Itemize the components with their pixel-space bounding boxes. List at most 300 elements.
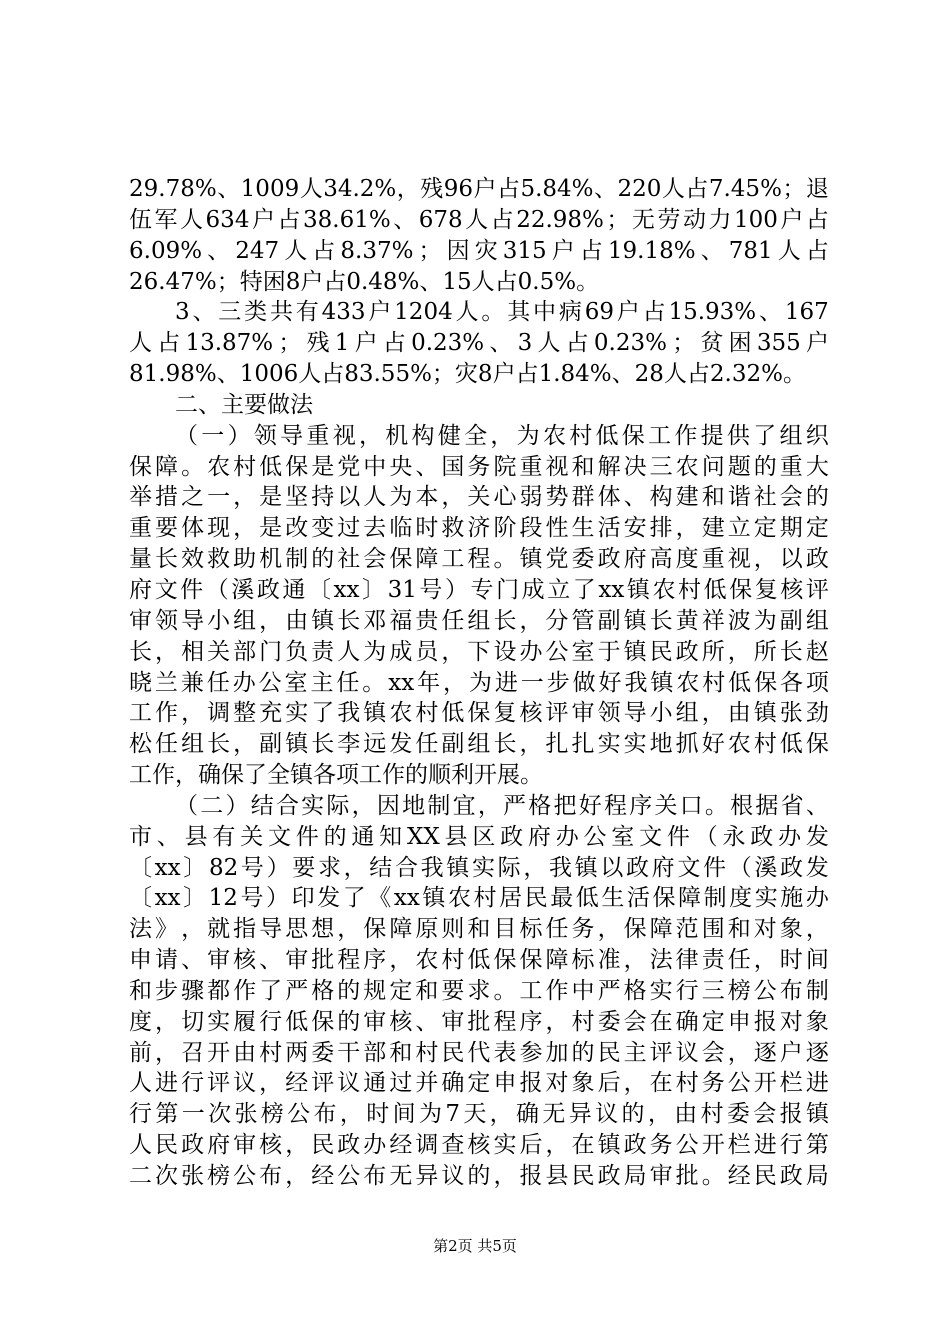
line-glyph: 审: [207, 947, 231, 974]
line-glyph: ，: [623, 947, 647, 974]
line-glyph: 有: [212, 823, 236, 850]
line-glyph: 公: [545, 638, 569, 665]
line-glyph: 委: [726, 1101, 750, 1128]
line-glyph: 大: [805, 453, 829, 480]
line-glyph: ）: [266, 885, 290, 912]
line-glyph: 占: [642, 299, 666, 326]
line-glyph: 人: [363, 484, 387, 511]
line-glyph: （: [205, 576, 229, 603]
line-glyph: 占: [157, 330, 181, 357]
line-glyph: 315: [502, 237, 547, 264]
line-glyph: 审: [129, 607, 152, 634]
line-glyph: 人: [455, 299, 479, 326]
text-line: [129, 267, 829, 298]
line-glyph: 门: [259, 638, 283, 665]
line-glyph: 占: [496, 176, 520, 202]
line-glyph: 农: [675, 453, 699, 480]
line-glyph: 镇: [623, 638, 647, 665]
line-glyph: ，: [233, 484, 257, 511]
line-glyph: ，: [358, 422, 382, 449]
line-glyph: ；: [418, 237, 442, 264]
line-glyph: 低: [575, 885, 599, 912]
line-glyph: 、: [259, 947, 283, 974]
line-glyph: 干: [337, 1039, 361, 1066]
line-glyph: 的: [337, 977, 361, 1004]
line-glyph: 副: [441, 731, 465, 758]
line-glyph: 户: [354, 330, 378, 357]
line-glyph: 审: [441, 1008, 465, 1035]
line-glyph: 委: [571, 546, 595, 573]
line-glyph: 工: [648, 422, 672, 449]
line-glyph: 村: [702, 669, 726, 696]
line-glyph: 省: [780, 792, 804, 819]
line-glyph: 口: [679, 792, 703, 819]
line-glyph: 重: [306, 422, 330, 449]
line-glyph: 7: [445, 1101, 460, 1128]
line-glyph: 保: [652, 885, 676, 912]
line-glyph: 报: [779, 1101, 803, 1128]
line-glyph: 重: [129, 515, 152, 542]
line-glyph: 领: [253, 422, 277, 449]
line-glyph: 确: [675, 1008, 699, 1035]
line-glyph: 实: [754, 885, 778, 912]
line-glyph: 度: [129, 1008, 152, 1035]
line-glyph: 镇: [446, 854, 470, 881]
line-glyph: 榜: [207, 1163, 231, 1189]
line-glyph: 在: [649, 1070, 673, 1097]
line-glyph: 行: [129, 1101, 152, 1128]
line-glyph: xx: [598, 576, 625, 603]
line-glyph: 有: [295, 299, 319, 326]
line-glyph: 充: [259, 700, 283, 727]
line-glyph: 农: [652, 576, 676, 603]
line-glyph: 。: [481, 299, 505, 326]
line-glyph: ，: [519, 607, 543, 634]
line-glyph: （: [694, 823, 718, 850]
line-glyph: 心: [493, 484, 517, 511]
line-glyph: 栏: [779, 1070, 803, 1097]
line-glyph: 二: [200, 792, 224, 819]
line-glyph: 保: [467, 700, 491, 727]
line-glyph: 务: [467, 453, 491, 480]
line-glyph: 劳: [657, 206, 681, 233]
line-glyph: 人: [537, 330, 561, 357]
line-glyph: 任: [441, 607, 465, 634]
line-glyph: 组: [181, 731, 205, 758]
line-glyph: 为: [516, 422, 540, 449]
line-glyph: 报: [519, 1070, 543, 1097]
line-glyph: 长: [155, 546, 179, 573]
line-glyph: 立: [547, 576, 571, 603]
line-glyph: 镇: [363, 700, 387, 727]
line-glyph: 邓: [363, 607, 387, 634]
line-glyph: 核: [780, 576, 804, 603]
line-glyph: 定: [701, 1008, 725, 1035]
line-glyph: 序: [629, 792, 653, 819]
line-glyph: 村: [569, 422, 593, 449]
line-glyph: 人: [129, 1132, 152, 1159]
line-glyph: 务: [649, 1132, 673, 1159]
line-glyph: 政: [500, 823, 524, 850]
line-glyph: 。: [701, 1163, 725, 1189]
line-glyph: 生: [601, 885, 625, 912]
line-glyph: 镇: [285, 731, 309, 758]
line-glyph: 民: [597, 1039, 621, 1066]
line-glyph: 农: [389, 700, 413, 727]
line-glyph: 做: [572, 669, 596, 696]
line-glyph: 都: [207, 977, 231, 1004]
line-glyph: 1204: [394, 299, 453, 326]
text-line: [129, 853, 829, 884]
line-glyph: 县: [184, 823, 208, 850]
line-glyph: 文: [639, 823, 663, 850]
line-glyph: 所: [753, 638, 777, 665]
line-glyph: 议: [441, 1163, 465, 1189]
line-glyph: 谐: [727, 484, 751, 511]
line-glyph: 占: [312, 237, 336, 264]
line-glyph: 加: [545, 1039, 569, 1066]
line-glyph: 批: [675, 1163, 699, 1189]
line-glyph: 一: [201, 422, 225, 449]
line-glyph: 障: [415, 546, 439, 573]
line-glyph: 兼: [180, 669, 204, 696]
line-glyph: 发: [805, 823, 829, 850]
line-glyph: 党: [545, 546, 569, 573]
line-glyph: 中: [571, 977, 595, 1004]
line-glyph: 和: [389, 1039, 413, 1066]
line-glyph: 病: [558, 299, 582, 326]
line-glyph: 以: [337, 484, 361, 511]
line-glyph: ；: [782, 176, 806, 202]
line-glyph: 〔: [307, 576, 331, 603]
line-glyph: 本: [415, 484, 439, 511]
text-line: [129, 482, 829, 513]
line-glyph: 办: [805, 885, 829, 912]
line-glyph: 开: [207, 1039, 231, 1066]
line-glyph: 保: [363, 916, 387, 943]
line-glyph: 低: [779, 731, 803, 758]
line-glyph: 救: [441, 515, 465, 542]
line-glyph: 政: [750, 823, 774, 850]
line-glyph: 以: [600, 854, 624, 881]
line-glyph: 、: [393, 206, 417, 233]
line-glyph: 合: [275, 792, 299, 819]
line-glyph: 象: [571, 1070, 595, 1097]
line-glyph: 求: [467, 977, 491, 1004]
line-glyph: 动: [682, 206, 706, 233]
line-glyph: 宜: [452, 792, 476, 819]
line-glyph: 民: [649, 638, 673, 665]
line-glyph: 安: [623, 515, 647, 542]
line-glyph: 38.61%: [303, 206, 391, 233]
line-glyph: 导: [181, 607, 205, 634]
line-glyph: 批: [311, 947, 335, 974]
line-glyph: 最: [550, 885, 574, 912]
line-glyph: ，: [753, 546, 777, 573]
line-glyph: ，: [647, 1101, 671, 1128]
line-glyph: 成: [389, 638, 413, 665]
line-glyph: 了: [572, 576, 596, 603]
line-glyph: 民: [311, 1132, 335, 1159]
line-glyph: 劲: [805, 700, 829, 727]
line-glyph: 占: [805, 237, 829, 264]
line-glyph: 溪: [754, 854, 778, 881]
line-glyph: 的: [323, 823, 347, 850]
text-line: [129, 328, 829, 359]
line-glyph: 贫: [700, 330, 724, 357]
line-glyph: ，: [490, 422, 514, 449]
line-glyph: 间: [392, 1101, 416, 1128]
line-glyph: 解: [597, 453, 621, 480]
line-glyph: 农: [415, 947, 439, 974]
line-glyph: 项: [805, 669, 829, 696]
line-glyph: 、: [217, 176, 241, 202]
line-glyph: 政: [256, 576, 280, 603]
line-glyph: 张: [779, 700, 803, 727]
line-glyph: 开: [753, 1070, 777, 1097]
line-glyph: 障: [389, 916, 413, 943]
line-glyph: 村: [700, 1101, 724, 1128]
line-glyph: 保: [311, 1008, 335, 1035]
line-glyph: ，: [727, 638, 751, 665]
line-glyph: 范: [675, 916, 699, 943]
line-glyph: 公: [337, 1163, 361, 1189]
line-glyph: 府: [527, 823, 551, 850]
line-glyph: 区: [472, 823, 496, 850]
line-glyph: 进: [494, 669, 518, 696]
line-glyph: 82: [208, 854, 239, 881]
line-glyph: 现: [207, 515, 231, 542]
line-glyph: ）: [225, 792, 249, 819]
line-glyph: 长: [779, 638, 803, 665]
line-glyph: 施: [780, 885, 804, 912]
line-glyph: 由: [233, 1039, 257, 1066]
line-glyph: ，: [727, 1039, 751, 1066]
line-glyph: 申: [727, 1008, 751, 1035]
line-glyph: 履: [233, 1008, 257, 1035]
line-glyph: XX: [406, 823, 440, 850]
line-glyph: 持: [311, 484, 335, 511]
line-glyph: 根: [730, 792, 754, 819]
line-glyph: 室: [284, 669, 308, 696]
line-glyph: 12: [208, 885, 238, 912]
line-glyph: 障: [155, 453, 179, 480]
line-glyph: 局: [623, 1163, 647, 1189]
line-glyph: 村: [678, 576, 701, 603]
line-glyph: 167: [784, 299, 829, 326]
line-glyph: 建: [701, 515, 725, 542]
text-line: [129, 1007, 829, 1038]
line-glyph: 印: [291, 885, 315, 912]
line-glyph: 镇: [597, 1132, 621, 1159]
line-glyph: 步: [546, 669, 570, 696]
line-glyph: ；: [278, 330, 302, 357]
line-glyph: 审: [363, 1008, 387, 1035]
line-glyph: 保: [805, 731, 829, 758]
line-glyph: 关: [207, 638, 231, 665]
line-glyph: 对: [779, 1008, 803, 1035]
line-glyph: 委: [311, 1039, 335, 1066]
line-glyph: 要: [441, 977, 465, 1004]
line-glyph: 法: [129, 916, 152, 943]
line-glyph: 人: [465, 206, 489, 233]
line-text: 81.98%、1006人占83.55%；灾8户占1.84%、28人占2.32%。: [129, 361, 806, 388]
line-glyph: 天: [463, 1101, 487, 1128]
line-glyph: ，: [337, 916, 361, 943]
line-glyph: 副: [597, 607, 621, 634]
line-glyph: （: [728, 854, 752, 881]
line-glyph: 人: [661, 176, 685, 202]
line-glyph: 题: [727, 453, 751, 480]
line-glyph: 健: [437, 422, 461, 449]
line-glyph: 、: [700, 237, 724, 264]
line-glyph: ，: [259, 1070, 283, 1097]
line-glyph: 的: [311, 546, 335, 573]
line-glyph: 29.78%: [129, 176, 217, 202]
line-glyph: 镇: [626, 576, 650, 603]
line-glyph: 领: [155, 607, 179, 634]
line-glyph: 工: [519, 977, 543, 1004]
line-glyph: 二: [129, 1163, 152, 1189]
line-glyph: 是: [259, 484, 283, 511]
line-glyph: 想: [311, 916, 335, 943]
line-glyph: 了: [259, 977, 283, 1004]
line-glyph: 贵: [415, 607, 439, 634]
line-glyph: 件: [703, 854, 727, 881]
line-glyph: 农: [447, 885, 471, 912]
line-glyph: 实: [285, 700, 309, 727]
line-glyph: 布: [313, 1101, 337, 1128]
text-line: [129, 698, 829, 729]
line-glyph: 构: [411, 422, 435, 449]
line-glyph: 。: [704, 792, 728, 819]
line-glyph: ，: [493, 1163, 517, 1189]
line-glyph: 公: [258, 669, 282, 696]
line-glyph: 核: [467, 1132, 491, 1159]
line-glyph: 下: [467, 638, 491, 665]
line-glyph: 镇: [422, 885, 446, 912]
line-glyph: 通: [363, 1070, 387, 1097]
line-glyph: 任: [415, 731, 439, 758]
line-glyph: 。: [181, 453, 205, 480]
line-glyph: 去: [363, 515, 387, 542]
line-glyph: 占: [565, 330, 589, 357]
line-glyph: 保: [129, 453, 152, 480]
line-glyph: 度: [729, 885, 753, 912]
line-glyph: 保: [389, 546, 413, 573]
line-glyph: 就: [207, 916, 231, 943]
line-glyph: 保: [754, 669, 778, 696]
line-glyph: 的: [571, 1039, 595, 1066]
line-glyph: 导: [280, 422, 304, 449]
line-glyph: 严: [597, 977, 621, 1004]
line-glyph: 件: [666, 823, 690, 850]
text-line: [129, 236, 829, 267]
line-glyph: 农: [727, 731, 751, 758]
line-glyph: 村: [259, 1039, 283, 1066]
text-line: [129, 205, 829, 236]
line-glyph: 制: [805, 977, 829, 1004]
line-glyph: 公: [583, 823, 607, 850]
line-glyph: 人: [180, 206, 204, 233]
line-glyph: 格: [311, 977, 335, 1004]
line-glyph: 主: [310, 669, 334, 696]
line-glyph: 期: [779, 515, 803, 542]
line-glyph: 为: [363, 638, 387, 665]
line-glyph: 重: [519, 453, 543, 480]
line-glyph: 把: [553, 792, 577, 819]
line-glyph: 任: [206, 669, 230, 696]
line-glyph: 、: [207, 237, 231, 264]
line-glyph: 门: [496, 576, 520, 603]
line-glyph: 号: [419, 576, 443, 603]
line-glyph: 低: [703, 576, 727, 603]
line-glyph: 会: [623, 1008, 647, 1035]
line-glyph: 发: [805, 854, 829, 881]
text-line: [129, 668, 829, 699]
line-glyph: 评: [207, 1070, 231, 1097]
line-glyph: 程: [493, 1008, 517, 1035]
line-glyph: 社: [337, 546, 361, 573]
line-glyph: 作: [233, 977, 257, 1004]
line-glyph: 结: [369, 854, 393, 881]
line-glyph: ，: [233, 515, 257, 542]
line-glyph: 准: [597, 947, 621, 974]
line-glyph: 严: [503, 792, 527, 819]
line-glyph: 要: [292, 854, 316, 881]
line-glyph: 机: [259, 546, 283, 573]
line-glyph: 段: [519, 515, 543, 542]
line-glyph: 中: [533, 299, 557, 326]
line-glyph: 三: [218, 299, 242, 326]
line-glyph: 府: [623, 546, 647, 573]
line-glyph: 责: [311, 638, 335, 665]
line-glyph: 相: [181, 638, 205, 665]
line-glyph: 1009: [240, 176, 300, 202]
line-glyph: 政: [779, 1163, 803, 1189]
line-glyph: 报: [519, 1163, 543, 1189]
line-glyph: 局: [805, 1163, 829, 1189]
line-glyph: 保: [519, 947, 543, 974]
line-glyph: 围: [701, 916, 725, 943]
line-glyph: 于: [597, 638, 621, 665]
line-glyph: 障: [649, 916, 673, 943]
line-glyph: 任: [336, 669, 360, 696]
line-glyph: 占: [579, 237, 603, 264]
line-glyph: 导: [623, 700, 647, 727]
line-glyph: 年: [417, 669, 441, 696]
line-glyph: 核: [233, 947, 257, 974]
line-glyph: 为: [418, 1101, 442, 1128]
line-glyph: 据: [755, 792, 779, 819]
line-glyph: 发: [389, 731, 413, 758]
line-glyph: 室: [571, 638, 595, 665]
line-glyph: 助: [233, 546, 257, 573]
line-glyph: 序: [519, 1008, 543, 1035]
line-glyph: 对: [545, 1070, 569, 1097]
line-glyph: ，: [285, 1163, 309, 1189]
line-glyph: 副: [779, 607, 803, 634]
line-glyph: 通: [351, 823, 375, 850]
line-glyph: 核: [259, 1132, 283, 1159]
line-glyph: 措: [155, 484, 179, 511]
line-glyph: 批: [467, 1008, 491, 1035]
line-glyph: （: [175, 422, 198, 449]
line-text: 26.47%；特困8户占0.48%、15人占0.5%。: [129, 268, 600, 295]
line-glyph: ，: [259, 607, 283, 634]
line-glyph: 、: [623, 484, 647, 511]
line-glyph: 际: [497, 854, 521, 881]
